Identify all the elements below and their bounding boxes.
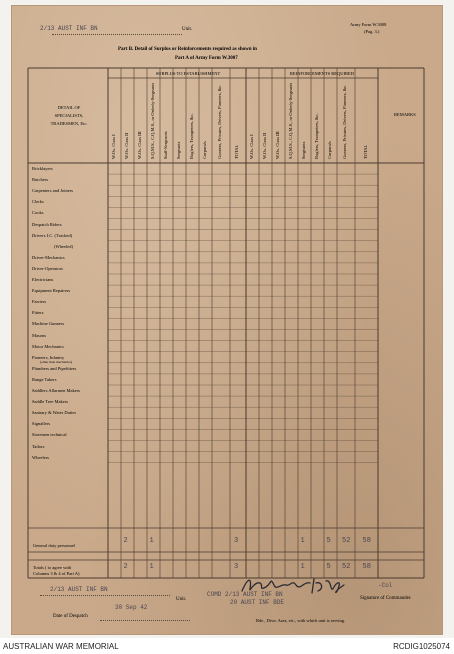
row-label: Driver-Operators bbox=[32, 265, 63, 271]
date-line bbox=[100, 620, 190, 621]
surplus-column-heading: Corporals bbox=[201, 141, 207, 159]
row-label: Tailors bbox=[32, 443, 45, 449]
caption-bar bbox=[0, 638, 454, 654]
totals-label-line2: Columns 3 & 4 of Part A) bbox=[33, 571, 80, 576]
date-label: Date of Despatch bbox=[53, 614, 88, 619]
detail-heading-line1: DETAIL OF bbox=[57, 105, 81, 110]
detail-heading-line3: TRADESMEN, Etc. bbox=[50, 121, 88, 126]
reinforcement-column-heading: TOTAL bbox=[362, 144, 368, 159]
totals-value: 1 bbox=[300, 563, 305, 571]
handwritten-signature bbox=[238, 573, 348, 597]
surplus-column-heading: TOTAL bbox=[234, 144, 239, 159]
totals-value: 1 bbox=[149, 563, 154, 571]
surplus-column-heading: Sergeants bbox=[175, 141, 181, 159]
row-label: Saddle Tree Makers bbox=[32, 399, 68, 405]
general-duty-value: 3 bbox=[234, 537, 239, 545]
reinforcement-column-heading: W.Os. Class II bbox=[261, 132, 267, 159]
reinforcement-column-heading: S.Q.M.S., C.Q.M.S., or Orderly-Sergeants bbox=[287, 82, 293, 159]
row-label: Pioneers, Infantry bbox=[32, 354, 65, 360]
surplus-heading: SURPLUS TO ESTABLISHMENT bbox=[155, 71, 221, 76]
reinforcement-column-heading: W.Os. Class I bbox=[248, 134, 254, 159]
footer-unit-label: Unit. bbox=[176, 597, 187, 602]
general-duty-value: 58 bbox=[362, 537, 371, 545]
surplus-column-heading: S.Q.M.S., C.Q.M.S., or Orderly-Sergeants bbox=[149, 82, 155, 159]
detail-heading bbox=[44, 104, 94, 128]
footer-unit-value: 2/13 AUST INF BN bbox=[50, 586, 108, 593]
general-duty-label: General duty personnel bbox=[33, 543, 75, 548]
totals-value: 52 bbox=[342, 563, 351, 571]
row-label: Range Takers bbox=[32, 376, 57, 382]
row-label: Bricklayers bbox=[32, 166, 53, 171]
totals-value: 58 bbox=[362, 563, 371, 571]
row-label: Despatch Riders bbox=[32, 221, 62, 227]
reinforcement-column-heading: Buglers, Trumpeters, &c. bbox=[313, 113, 319, 159]
surplus-column-heading: Gunners, Privates, Drivers, Pioneers, &c. bbox=[217, 84, 222, 159]
title-line1: Part B. Detail of Surplus or Reinforcements required as shown in bbox=[118, 47, 257, 52]
surplus-column-heading: Staff-Sergeants bbox=[162, 131, 168, 159]
caption-left: AUSTRALIAN WAR MEMORIAL bbox=[3, 642, 119, 651]
row-label: Sanitary & Water Duties bbox=[32, 410, 77, 416]
row-label: Wheelers bbox=[32, 454, 49, 460]
row-label: Farriers bbox=[32, 299, 46, 305]
totals-label-line1: Totals ( to agree with bbox=[33, 565, 72, 570]
unit-label: Unit. bbox=[182, 27, 193, 32]
row-label: Cooks bbox=[32, 210, 44, 216]
unit-value: 2/13 AUST INF BN bbox=[40, 25, 98, 32]
row-label: Driver-Mechanics bbox=[32, 254, 65, 260]
row-label: Carpenters and Joiners bbox=[32, 188, 73, 194]
reinforcement-column-heading: Gunners, Privates, Drivers, Pioneers, &c. bbox=[342, 84, 347, 159]
reinforcements-heading: REINFORCEMENTS REQUIRED bbox=[289, 71, 355, 76]
general-duty-value: 2 bbox=[123, 537, 128, 545]
row-label: Saddlers Allarmen Makers bbox=[32, 388, 80, 393]
reinforcement-column-heading: Sergeants bbox=[300, 141, 306, 159]
totals-value: 3 bbox=[234, 563, 239, 571]
form-page: (Pag. 3.) bbox=[364, 29, 380, 34]
reinforcement-column-heading: Corporals bbox=[326, 141, 332, 159]
row-label: Equipment Repairers bbox=[32, 288, 71, 294]
row-label: Motor Mechanics bbox=[32, 343, 64, 349]
row-label: Storemen technical bbox=[32, 432, 67, 438]
surplus-column-heading: W.Os. Class I bbox=[110, 134, 116, 159]
row-label: Drivers I.C. (Tracked) bbox=[32, 232, 73, 238]
row-label: Butchers bbox=[32, 177, 48, 183]
remarks-heading: REMARKS bbox=[394, 112, 416, 117]
row-label: Electricians bbox=[32, 277, 54, 282]
detail-heading-line2: SPECIALISTS, bbox=[54, 113, 84, 118]
date-value: 30 Sep 42 bbox=[115, 604, 148, 611]
surplus-column-heading: Buglers, Trumpeters, &c. bbox=[188, 113, 194, 159]
caption-right: RCDIG1025074 bbox=[393, 642, 450, 651]
reinforcement-column-heading: W.Os. Class III bbox=[274, 131, 280, 159]
row-label: Fitters bbox=[32, 310, 44, 316]
row-label: Clerks bbox=[32, 199, 44, 205]
footer-unit-line bbox=[40, 595, 170, 596]
comd-line2: 20 AUST INF BDE bbox=[230, 599, 285, 606]
row-label: Masons bbox=[32, 332, 47, 338]
row-label: Machine Gunners bbox=[32, 321, 65, 327]
surplus-column-heading: W.Os. Class III bbox=[136, 131, 142, 159]
surplus-column-heading: W.Os. Class II bbox=[123, 132, 129, 159]
pioneers-note: (other than mechanics) bbox=[40, 360, 73, 365]
row-label: Signallers bbox=[32, 421, 50, 427]
row-label: (Wheeled) bbox=[54, 243, 73, 249]
general-duty-value: 1 bbox=[149, 537, 154, 545]
signature-suffix: -Col bbox=[378, 582, 393, 589]
comd-line1: COMD 2/13 AUST INF BN bbox=[207, 591, 283, 598]
general-duty-value: 1 bbox=[300, 537, 305, 545]
form-number: Army Form W.3008 bbox=[350, 22, 387, 27]
totals-value: 5 bbox=[326, 563, 331, 571]
bde-note: Bde., Divn. Area, etc., with which unit is serving. bbox=[256, 618, 346, 623]
title-line2: Part A of Army Form W.3007 bbox=[175, 56, 238, 61]
general-duty-value: 52 bbox=[342, 537, 351, 545]
general-duty-value: 5 bbox=[326, 537, 331, 545]
signature-label: Signature of Commander. bbox=[360, 596, 412, 601]
totals-value: 2 bbox=[123, 563, 128, 571]
row-label: Plumbers and Pipefitters bbox=[32, 365, 77, 371]
